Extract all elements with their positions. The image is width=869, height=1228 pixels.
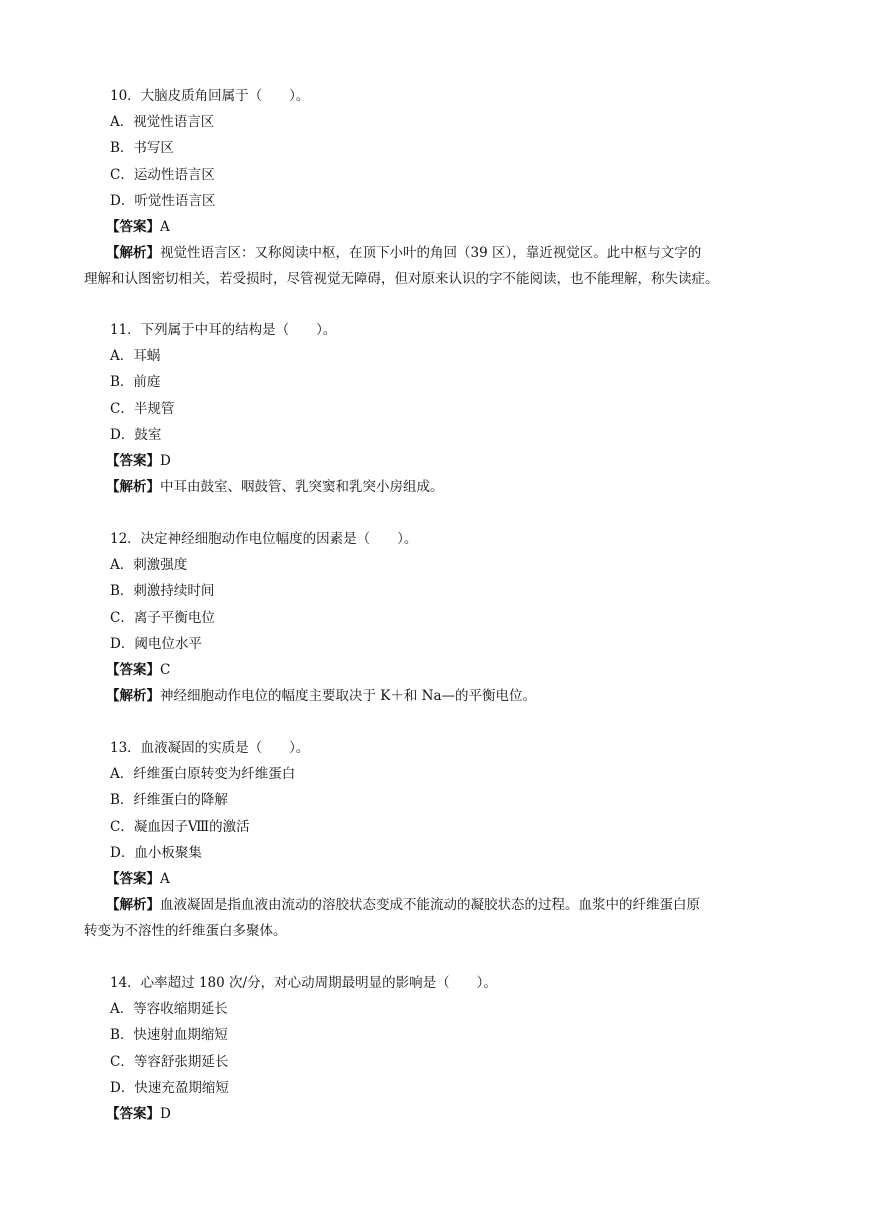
question-14: [106, 970, 800, 1127]
answer-line: [106, 657, 800, 683]
question-13: [84, 735, 800, 945]
answer-line: [106, 866, 800, 892]
option-d: D．阈电位水平: [110, 635, 202, 652]
explanation-text: 血液凝固是指血液由流动的溶胶状态变成不能流动的凝胶状态的过程。血浆中的纤维蛋白原: [160, 897, 700, 914]
question-12: [106, 526, 800, 709]
question-stem: 10．大脑皮质角回属于（ ）。: [110, 88, 310, 104]
answer-value: D: [160, 452, 171, 469]
option-c: C．半规管: [110, 400, 175, 417]
option-a: A．视觉性语言区: [110, 114, 215, 131]
explanation-label: 【解析】: [106, 479, 160, 496]
explanation-label: 【解析】: [106, 245, 160, 262]
answer-line: [106, 214, 800, 240]
option-d: D．快速充盈期缩短: [110, 1079, 229, 1096]
answer-label: 【答案】: [106, 661, 160, 678]
question-stem: 11．下列属于中耳的结构是（ ）。: [110, 322, 337, 338]
answer-value: D: [160, 1105, 171, 1122]
question-stem: 13．血液凝固的实质是（ ）。: [110, 740, 310, 756]
answer-label: 【答案】: [106, 218, 160, 235]
question-10: [84, 83, 800, 293]
answer-value: C: [160, 661, 171, 678]
option-d: D．听觉性语言区: [110, 192, 216, 209]
option-b: B．书写区: [110, 140, 174, 157]
option-b: B．纤维蛋白的降解: [110, 792, 228, 809]
option-a: A．等容收缩期延长: [110, 1001, 228, 1018]
answer-label: 【答案】: [106, 452, 160, 469]
answer-line: [106, 448, 800, 474]
explanation-text: 神经细胞动作电位的幅度主要取决于 K＋和 Na—的平衡电位。: [160, 688, 537, 705]
explanation-continuation: 理解和认图密切相关，若受损时，尽管视觉无障碍，但对原来认识的字不能阅读，也不能理解，称失读症。: [84, 271, 719, 288]
option-a: A．纤维蛋白原转变为纤维蛋白: [110, 766, 296, 783]
answer-line: [106, 1101, 800, 1127]
explanation-line: [106, 474, 800, 500]
option-a: A．耳蜗: [110, 348, 161, 365]
answer-value: A: [160, 870, 170, 887]
option-c: C．离子平衡电位: [110, 609, 215, 626]
option-b: B．快速射血期缩短: [110, 1027, 228, 1044]
option-b: B．刺激持续时间: [110, 583, 215, 600]
option-c: C．凝血因子Ⅷ的激活: [110, 818, 250, 835]
explanation-continuation: 转变为不溶性的纤维蛋白多聚体。: [84, 923, 287, 940]
answer-value: A: [160, 218, 170, 235]
option-c: C．等容舒张期延长: [110, 1053, 229, 1070]
option-d: D．血小板聚集: [110, 844, 202, 861]
option-c: C．运动性语言区: [110, 166, 215, 183]
explanation-line: [106, 683, 800, 709]
explanation-label: 【解析】: [106, 897, 160, 914]
question-11: [106, 317, 800, 500]
answer-label: 【答案】: [106, 1105, 160, 1122]
explanation-text: 中耳由鼓室、咽鼓管、乳突窦和乳突小房组成。: [160, 479, 444, 496]
option-d: D．鼓室: [110, 426, 162, 443]
answer-label: 【答案】: [106, 870, 160, 887]
option-a: A．刺激强度: [110, 557, 188, 574]
question-stem: 12．决定神经细胞动作电位幅度的因素是（ ）。: [110, 531, 418, 547]
explanation-text: 视觉性语言区：又称阅读中枢，在顶下小叶的角回（39 区），靠近视觉区。此中枢与文字的: [160, 245, 702, 262]
option-b: B．前庭: [110, 374, 161, 391]
explanation-label: 【解析】: [106, 688, 160, 705]
question-stem: 14．心率超过 180 次/分，对心动周期最明显的影响是（ ）。: [110, 975, 497, 991]
explanation-line: [106, 892, 800, 918]
explanation-line: [106, 240, 800, 266]
